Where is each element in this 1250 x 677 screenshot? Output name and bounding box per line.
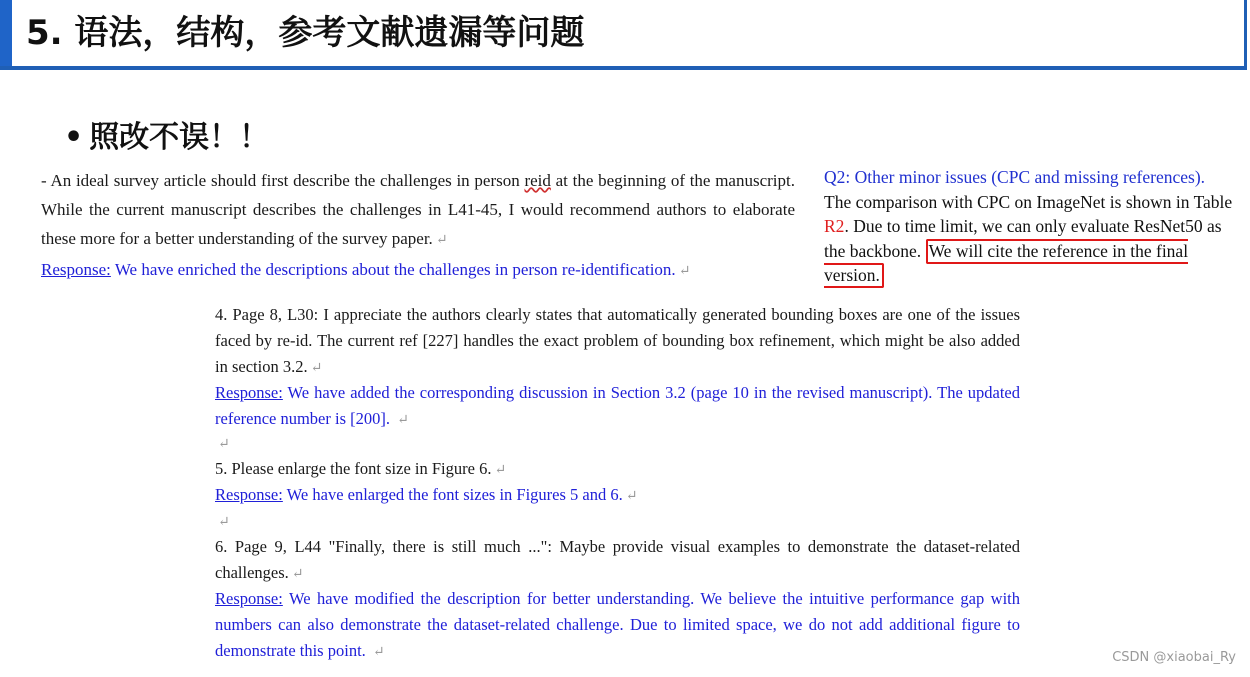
response-label: Response: [41,260,111,279]
title-accent-bar [0,0,12,70]
return-mark-icon: ↵ [625,489,638,504]
return-mark-icon: ↵ [372,645,385,660]
return-mark-icon: ↵ [310,361,323,376]
item-4-response [215,380,1020,434]
watermark: CSDN @xiaobai_Ry [1112,650,1236,665]
response-label: Response: [215,485,283,504]
item-6-comment-text: 6. Page 9, L44 "Finally, there is still much ...": Maybe provide visual examples to demonstrate the dataset-related challenges. [215,537,1020,582]
rebuttal-note [824,165,1240,288]
item-5-comment-text: 5. Please enlarge the font size in Figure 6. [215,459,492,478]
title-underline [0,66,1247,70]
return-mark-icon: ↵ [218,437,230,452]
reviewer-comment-left [41,166,795,286]
note-text-2: . Due to time limit, we can only evaluate ResNet50 as the backbone. [824,216,1222,261]
response-label: Response: [215,589,283,608]
empty-line [215,508,1020,536]
bullet-heading-text: 照改不误！！ [89,120,270,155]
spellcheck-flagged-word: reid [524,171,551,190]
q2-heading: Q2: Other minor issues (CPC and missing references). [824,167,1206,187]
note-text-1: The comparison with CPC on ImageNet is shown in Table [824,191,1233,212]
comment-left-rest: at the beginning of the manuscript. While the current manuscript describes the challenges in L41-45, I would recommend authors to elaborate these more for a better understanding of the survey paper. [41,171,795,248]
item-5-comment [215,456,1020,484]
bullet-heading [64,117,269,159]
return-mark-icon: ↵ [435,233,448,248]
item-6-response-text: We have modified the description for better understanding. We believe the intuitive performance gap with numbers can also demonstrate the dataset-related challenge. Due to limited space, we do not add additional figure to demonstrate this point. [215,589,1020,660]
item-4-comment-text: 4. Page 8, L30: I appreciate the authors clearly states that automatically generated bounding boxes are one of the issues faced by re-id. The current ref [227] handles the exact problem of bounding box refinement, which might be also added in section 3.2. [215,305,1020,376]
item-4-response-text: We have added the corresponding discussion in Section 3.2 (page 10 in the revised manuscript). The updated reference number is [200]. [215,383,1020,428]
item-6-response [215,586,1020,666]
return-mark-icon: ↵ [291,567,304,582]
item-5-response-text: We have enlarged the font sizes in Figures 5 and 6. [282,485,623,504]
return-mark-icon: ↵ [397,413,409,428]
return-mark-icon: ↵ [678,264,691,279]
table-ref: R2 [824,216,845,236]
response-text: We have enriched the descriptions about the challenges in person re-identification. [110,260,676,279]
return-mark-icon: ↵ [218,515,230,530]
highlighted-sentence: We will cite the reference in the final version. [824,239,1188,289]
bullet-dot-icon: • [64,120,84,155]
return-mark-icon: ↵ [494,463,507,478]
item-6-comment [215,534,1020,588]
page-title: 5. 语法，结构，参考文献遗漏等问题 [26,13,585,53]
item-5-response [215,482,1020,510]
comment-left-lead: - An ideal survey article should first describe the challenges in person [41,171,525,190]
item-4-comment [215,302,1020,382]
empty-line [215,430,1020,458]
response-label: Response: [215,383,283,402]
